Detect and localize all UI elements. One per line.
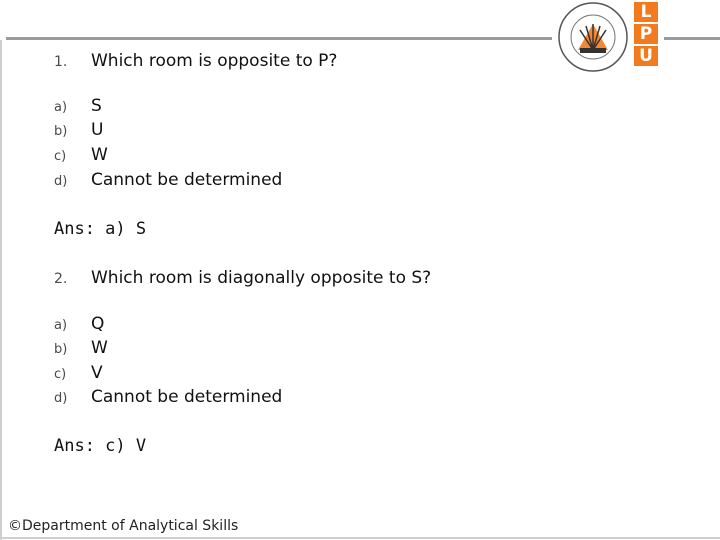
- q1-option-c-text: W: [91, 145, 108, 165]
- header-rule-right: [664, 37, 720, 40]
- q1-option-d-text: Cannot be determined: [91, 170, 283, 190]
- question-2-text: Which room is diagonally opposite to S?: [91, 268, 432, 288]
- q1-option-a-text: S: [91, 96, 102, 116]
- q1-option-b-text: U: [91, 120, 104, 140]
- q1-option-d-letter: d): [54, 174, 68, 189]
- footer-copyright: ©Department of Analytical Skills: [8, 518, 239, 534]
- q2-option-b-letter: b): [54, 342, 68, 357]
- question-1-number: 1.: [54, 54, 68, 70]
- q1-option-c-letter: c): [54, 149, 67, 164]
- header-rule: [6, 37, 552, 40]
- bottom-border: [0, 537, 720, 539]
- left-border: [0, 40, 2, 540]
- q2-option-d-text: Cannot be determined: [91, 387, 283, 407]
- answer-1: Ans: a) S: [54, 219, 147, 239]
- q2-option-a-letter: a): [54, 318, 68, 333]
- q2-option-c-letter: c): [54, 367, 67, 382]
- logo-letter-p: P: [634, 24, 658, 44]
- question-2-number: 2.: [54, 271, 68, 287]
- logo-letter-l: L: [634, 2, 658, 22]
- question-1-text: Which room is opposite to P?: [91, 51, 338, 71]
- q2-option-c-text: V: [91, 363, 103, 383]
- q1-option-b-letter: b): [54, 124, 68, 139]
- q2-option-a-text: Q: [91, 314, 105, 334]
- q1-option-a-letter: a): [54, 100, 68, 115]
- q2-option-b-text: W: [91, 338, 108, 358]
- university-seal-logo: [556, 0, 630, 74]
- q2-option-d-letter: d): [54, 391, 68, 406]
- logo-letter-u: U: [634, 46, 658, 66]
- answer-2: Ans: c) V: [54, 436, 147, 456]
